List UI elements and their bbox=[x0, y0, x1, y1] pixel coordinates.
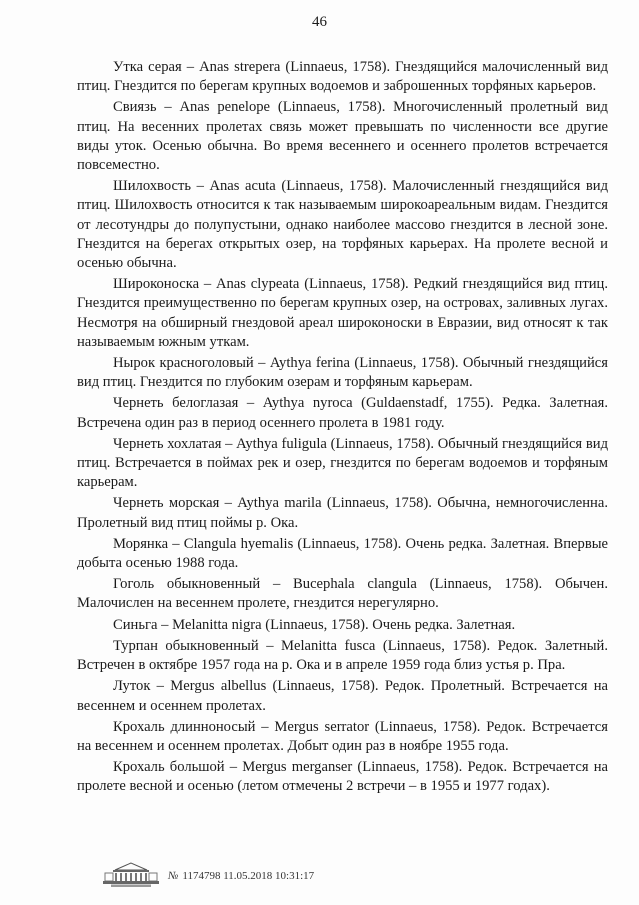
paragraph-aythya-ferina: Нырок красноголовый – Aythya ferina (Linnaeus, 1758). Обычный гнездящийся вид птиц. Гнездится по глубоким озерам и торфяным карьерам. bbox=[77, 355, 608, 391]
paragraph-anas-strepera: Утка серая – Anas strepera (Linnaeus, 1758). Гнездящийся малочисленный вид птиц. Гнездится по берегам крупных водоемов и заброшенных торфяных карьеров. bbox=[77, 59, 608, 95]
paragraph-clangula-hyemalis: Морянка – Clangula hyemalis (Linnaeus, 1758). Очень редка. Залетная. Впервые добыта осенью 1988 года. bbox=[77, 535, 608, 572]
registration-number-date: 1174798 11.05.2018 10:31:17 bbox=[182, 870, 315, 882]
paragraph-anas-clypeata: Широконоска – Anas clypeata (Linnaeus, 1758). Редкий гнездящийся вид птиц. Гнездится преимущественно по берегам крупных озер, на островах, заливных лугах. Несмотря на обширный гнездовой ареал широконоски в Евразии, вид относят к так называемым южным уткам. bbox=[77, 276, 608, 350]
paragraph-anas-penelope: Свиязь – Anas penelope (Linnaeus, 1758). Многочисленный пролетный вид птиц. На весенних пролетах связь может превышать по численности все другие виды уток. Осенью обычна. Во время весеннего и осеннего пролетов встречается повсеместно. bbox=[77, 99, 608, 174]
document-registration-info bbox=[168, 870, 314, 882]
paragraph-aythya-nyroca: Чернеть белоглазая – Aythya nyroca (Guldaenstadf, 1755). Редка. Залетная. Встречена один раз в период осеннего пролета в 1981 году. bbox=[77, 395, 608, 431]
paragraph-mergus-albellus: Луток – Mergus albellus (Linnaeus, 1758). Редок. Пролетный. Встречается на весеннем и осеннем пролетах. bbox=[77, 678, 608, 714]
paragraph-aythya-marila: Чернеть морская – Aythya marila (Linnaeus, 1758). Обычна, немногочисленна. Пролетный вид птиц поймы р. Ока. bbox=[77, 495, 608, 531]
paragraph-mergus-serrator: Крохаль длинноносый – Mergus serrator (Linnaeus, 1758). Редок. Встречается на весеннем и осеннем пролетах. Добыт один раз в ноябре 1955 года. bbox=[77, 718, 608, 754]
page-number: 46 bbox=[312, 14, 327, 30]
number-sign: № bbox=[168, 870, 179, 882]
paragraph-mergus-merganser: Крохаль большой – Mergus merganser (Linnaeus, 1758). Редок. Встречается на пролете весной и осенью (летом отмечены 2 встречи – в 1955 и 1977 годах). bbox=[77, 759, 608, 795]
paragraph-anas-acuta: Шилохвость – Anas acuta (Linnaeus, 1758). Малочисленный гнездящийся вид птиц. Шилохвость относится к так называемым широкоареальным видам. Гнездится от лесотундры до полупустыни, однако наиболее массово гнездится в лесной зоне. Гнездится на берегах открытых озер, на торфяных карьерах. На пролете весной и осенью обычна. bbox=[77, 178, 608, 272]
paragraph-melanitta-fusca: Турпан обыкновенный – Melanitta fusca (Linnaeus, 1758). Редок. Залетный. Встречен в октябре 1957 года на р. Ока и в апреле 1959 года близ устья р. Пра. bbox=[77, 637, 608, 674]
paragraph-aythya-fuligula: Чернеть хохлатая – Aythya fuligula (Linnaeus, 1758). Обычный гнездящийся вид птиц. Встречается в поймах рек и озер, гнездится по берегам водоемов и торфяным карьерам. bbox=[77, 435, 608, 491]
document-body bbox=[77, 58, 608, 799]
paragraph-melanitta-nigra: Синьга – Melanitta nigra (Linnaeus, 1758). Очень редка. Залетная. bbox=[113, 616, 516, 633]
government-building-emblem-icon bbox=[101, 862, 161, 888]
paragraph-bucephala-clangula: Гоголь обыкновенный – Bucephala clangula (Linnaeus, 1758). Обычен. Малочислен на весеннем пролете, гнездится нерегулярно. bbox=[77, 576, 608, 612]
